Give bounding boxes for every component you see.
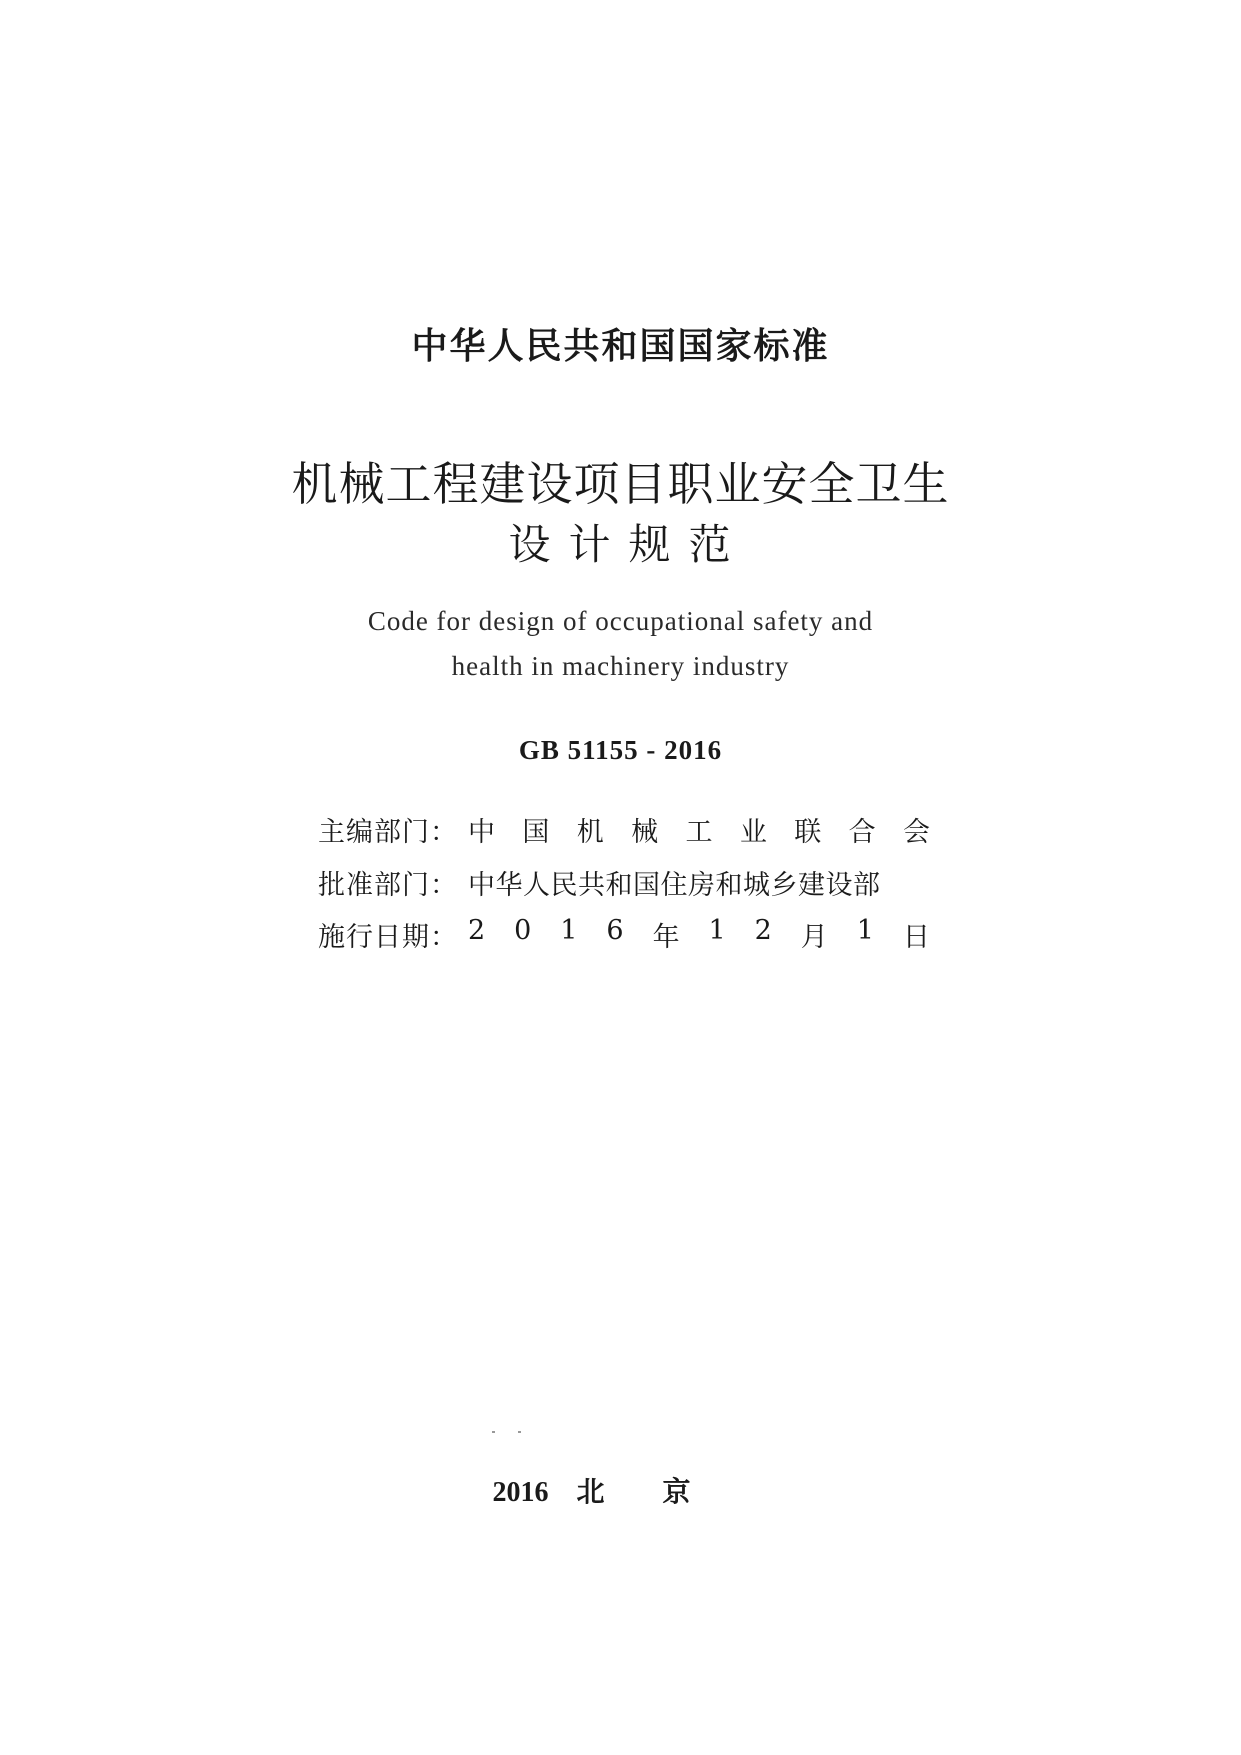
chief-editor-char: 机	[576, 817, 604, 848]
effective-date-char: 年	[652, 922, 680, 953]
effective-date-char: 1	[708, 915, 726, 946]
effective-date-row	[318, 915, 930, 955]
effective-date-char: 2	[468, 915, 486, 946]
effective-date-char: 1	[856, 915, 874, 946]
chief-editor-char: 中	[468, 817, 495, 848]
effective-date-char: 0	[514, 915, 532, 946]
approver-row	[318, 863, 930, 903]
effective-date-char: 6	[606, 915, 624, 946]
effective-date-char: 1	[560, 915, 578, 946]
standard-code: GB 51155 - 2016	[518, 735, 723, 765]
approver-text: 中华人民共和国住房和城乡建设部	[468, 870, 881, 901]
chief-editor-char: 合	[848, 817, 876, 848]
approver-value	[468, 863, 930, 902]
chief-editor-row	[318, 810, 930, 850]
chief-editor-value	[468, 810, 930, 849]
effective-date-char: 月	[800, 922, 828, 953]
title-english-line-2: health in machinery industry	[451, 651, 790, 681]
chief-editor-char: 业	[739, 817, 767, 848]
chief-editor-char: 工	[685, 817, 713, 848]
publication-footer	[0, 1470, 1241, 1510]
chief-editor-char: 会	[903, 817, 930, 848]
effective-date-label: 施行日期：	[318, 922, 458, 953]
scan-speck	[492, 1431, 528, 1433]
effective-date-char: 日	[902, 922, 930, 953]
title-chinese-line-1: 机械工程建设项目职业安全卫生	[291, 457, 950, 511]
chief-editor-char: 国	[522, 817, 550, 848]
approver-label: 批准部门：	[318, 870, 458, 901]
effective-date-value	[468, 915, 930, 954]
effective-date-char: 2	[754, 915, 772, 946]
title-english-line-1: Code for design of occupational safety and	[367, 606, 874, 636]
title-chinese-line-2: 设计规范	[508, 520, 749, 569]
publication-city: 北京	[576, 1475, 749, 1508]
chief-editor-char: 械	[631, 817, 659, 848]
chief-editor-char: 联	[794, 817, 822, 848]
national-standard-heading: 中华人民共和国国家标准	[411, 326, 830, 367]
chief-editor-label: 主编部门：	[318, 817, 458, 848]
publication-year: 2016	[492, 1477, 549, 1508]
